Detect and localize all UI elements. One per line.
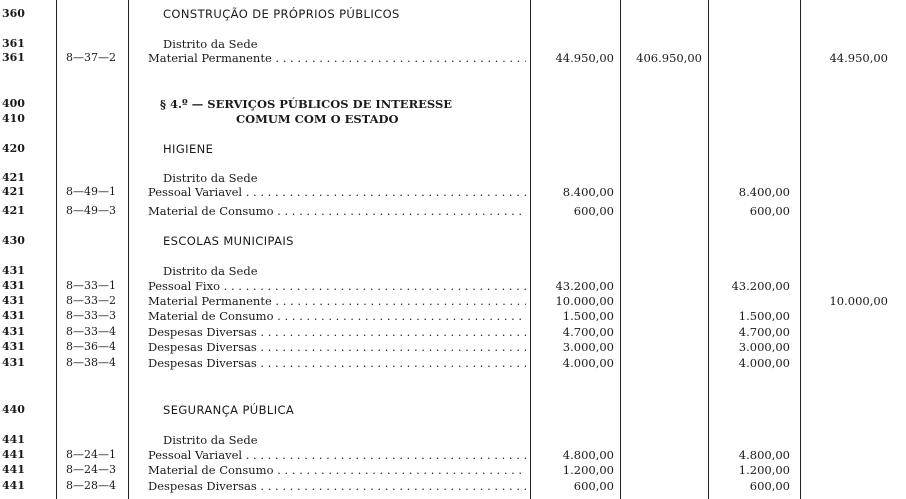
table-row: [0, 204, 906, 218]
value-col-4: 10.000,00: [829, 294, 888, 308]
row-code: 431: [2, 340, 25, 353]
value-col-3: 4.000,00: [738, 356, 790, 370]
row-reference: 8—49—1: [66, 185, 116, 198]
row-reference: 8—49—3: [66, 204, 116, 217]
row-code: 361: [2, 51, 25, 64]
row-code: 361: [2, 37, 25, 50]
table-row: [0, 7, 906, 21]
row-reference: 8—28—4: [66, 479, 116, 492]
row-reference: 8—38—4: [66, 356, 116, 369]
row-description: Despesas Diversas . . .: [148, 479, 526, 493]
row-code: 410: [2, 112, 25, 125]
row-reference: 8—24—3: [66, 463, 116, 476]
table-row: [0, 479, 906, 493]
row-code: 431: [2, 325, 25, 338]
row-reference: 8—37—2: [66, 51, 116, 64]
row-description: Material de Consumo . . .: [148, 463, 526, 477]
row-description: HIGIENE: [163, 142, 214, 156]
table-row: [0, 51, 906, 65]
row-description: Pessoal Fixo . . .: [148, 279, 526, 293]
row-code: 440: [2, 403, 25, 416]
value-col-3: 8.400,00: [738, 185, 790, 199]
value-col-1: 10.000,00: [555, 294, 614, 308]
value-col-3: 1.500,00: [738, 309, 790, 323]
row-reference: 8—33—1: [66, 279, 116, 292]
table-row: [0, 171, 906, 185]
row-description: Pessoal Variavel . . .: [148, 448, 526, 462]
table-row: [0, 463, 906, 477]
table-row: [0, 142, 906, 156]
value-col-1: 8.400,00: [562, 185, 614, 199]
value-col-3: 600,00: [749, 204, 790, 218]
value-col-3: 600,00: [749, 479, 790, 493]
row-description: Distrito da Sede: [163, 264, 258, 278]
table-row: [0, 309, 906, 323]
row-description: Material Permanente . . .: [148, 51, 526, 65]
row-code: 431: [2, 279, 25, 292]
row-description: ESCOLAS MUNICIPAIS: [163, 234, 294, 248]
table-row: [0, 356, 906, 370]
row-code: 421: [2, 171, 25, 184]
value-col-3: 3.000,00: [738, 340, 790, 354]
row-description: Material de Consumo . . .: [148, 204, 526, 218]
value-col-1: 1.200,00: [562, 463, 614, 477]
value-col-1: 600,00: [573, 479, 614, 493]
row-code: 441: [2, 448, 25, 461]
row-description: Distrito da Sede: [163, 433, 258, 447]
row-description: Distrito da Sede: [163, 171, 258, 185]
column-divider: [530, 0, 531, 499]
table-row: [0, 37, 906, 51]
row-code: 421: [2, 185, 25, 198]
table-row: [0, 279, 906, 293]
value-col-1: 44.950,00: [555, 51, 614, 65]
row-description: Pessoal Variavel . . .: [148, 185, 526, 199]
value-col-4: 44.950,00: [829, 51, 888, 65]
value-col-1: 4.000,00: [562, 356, 614, 370]
value-col-1: 600,00: [573, 204, 614, 218]
row-description: SEGURANÇA PÚBLICA: [163, 403, 295, 417]
row-reference: 8—24—1: [66, 448, 116, 461]
column-divider: [56, 0, 57, 499]
table-row: [0, 325, 906, 339]
row-reference: 8—33—4: [66, 325, 116, 338]
row-description: Despesas Diversas . . .: [148, 340, 526, 354]
value-col-3: 1.200,00: [738, 463, 790, 477]
table-row: [0, 234, 906, 248]
value-col-3: 43.200,00: [731, 279, 790, 293]
table-row: [0, 185, 906, 199]
table-row: [0, 403, 906, 417]
row-code: 420: [2, 142, 25, 155]
row-description: COMUM COM O ESTADO: [236, 112, 399, 126]
column-divider: [620, 0, 621, 499]
row-reference: 8—36—4: [66, 340, 116, 353]
row-code: 431: [2, 294, 25, 307]
row-code: 441: [2, 433, 25, 446]
table-row: [0, 433, 906, 447]
column-divider: [128, 0, 129, 499]
row-description: Despesas Diversas . . .: [148, 356, 526, 370]
row-code: 400: [2, 97, 25, 110]
row-description: CONSTRUÇÃO DE PRÓPRIOS PÚBLICOS: [163, 7, 400, 21]
row-description: Material de Consumo . . .: [148, 309, 526, 323]
row-code: 441: [2, 479, 25, 492]
row-code: 430: [2, 234, 25, 247]
row-code: 431: [2, 356, 25, 369]
table-row: [0, 97, 906, 111]
table-row: [0, 448, 906, 462]
row-description: Distrito da Sede: [163, 37, 258, 51]
row-reference: 8—33—2: [66, 294, 116, 307]
table-row: [0, 264, 906, 278]
value-col-1: 4.700,00: [562, 325, 614, 339]
value-col-3: 4.700,00: [738, 325, 790, 339]
row-code: 441: [2, 463, 25, 476]
value-col-1: 1.500,00: [562, 309, 614, 323]
row-code: 360: [2, 7, 25, 20]
table-row: [0, 112, 906, 126]
value-col-1: 3.000,00: [562, 340, 614, 354]
row-code: 431: [2, 264, 25, 277]
value-col-1: 43.200,00: [555, 279, 614, 293]
row-description: § 4.º — SERVIÇOS PÚBLICOS DE INTERESSE: [160, 97, 453, 111]
row-description: Material Permanente . . .: [148, 294, 526, 308]
row-description: Despesas Diversas . . .: [148, 325, 526, 339]
value-col-2: 406.950,00: [636, 51, 702, 65]
row-reference: 8—33—3: [66, 309, 116, 322]
row-code: 421: [2, 204, 25, 217]
table-row: [0, 294, 906, 308]
column-divider: [708, 0, 709, 499]
table-row: [0, 340, 906, 354]
value-col-1: 4.800,00: [562, 448, 614, 462]
column-divider: [800, 0, 801, 499]
row-code: 431: [2, 309, 25, 322]
value-col-3: 4.800,00: [738, 448, 790, 462]
